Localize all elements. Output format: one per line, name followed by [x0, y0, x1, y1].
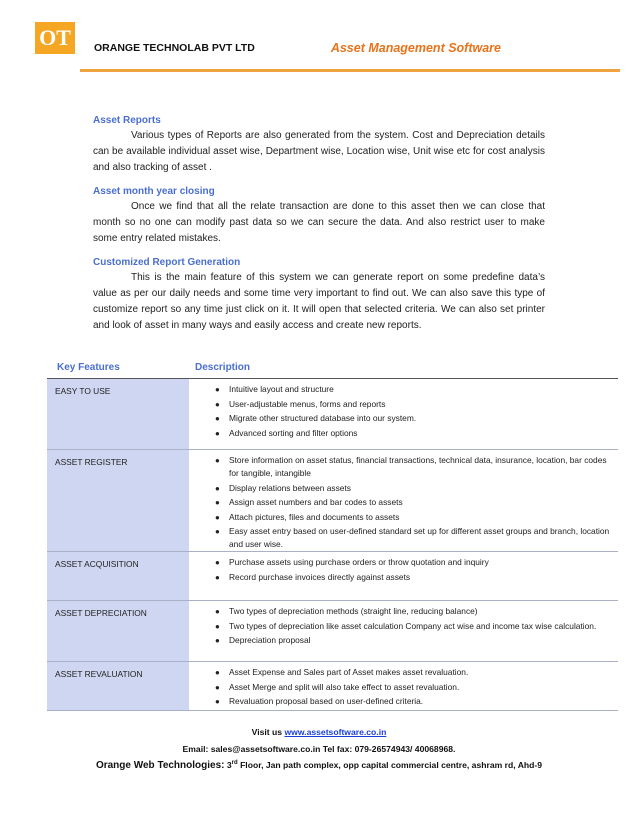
feature-key: EASY TO USE: [47, 379, 189, 449]
footer-address: [0, 760, 638, 771]
feature-key: ASSET REGISTER: [47, 450, 189, 551]
bullet-icon: ●: [215, 512, 220, 522]
section-title: Customized Report Generation: [93, 257, 241, 268]
address-text: Floor, Jan path complex, opp capital commercial centre, ashram rd, Ahd-9: [240, 760, 543, 770]
list-item: ● Easy asset entry based on user-defined standard set up for different asset groups and branch, location and user wise.: [215, 526, 610, 549]
bullet-icon: ●: [215, 558, 220, 567]
section-customized-report: [93, 257, 545, 334]
bullet-icon: ●: [215, 636, 220, 645]
feature-key: ASSET REVALUATION: [47, 662, 189, 710]
table-row: [47, 552, 618, 601]
column-header-description: Description: [195, 362, 251, 373]
list-item: ● User-adjustable menus, forms and reports: [215, 398, 386, 409]
table-row: [47, 379, 618, 450]
bullet-icon: ●: [215, 414, 220, 423]
feature-description: [189, 662, 618, 710]
table-row: [47, 601, 618, 662]
feature-description: [189, 601, 618, 661]
feature-description: [189, 379, 618, 449]
logo-letters: OT: [39, 25, 71, 50]
list-item: ● Two types of depreciation like asset calculation Company act wise and income tax wise calculation.: [215, 620, 597, 631]
bullet-icon: ●: [215, 483, 220, 493]
list-item: ● Intuitive layout and structure: [215, 384, 334, 394]
bullet-icon: ●: [215, 399, 220, 409]
bullet-icon: ●: [215, 456, 220, 465]
footer-visit: [0, 727, 638, 737]
section-title: Asset month year closing: [93, 186, 215, 197]
bullet-icon: ●: [215, 682, 220, 692]
bullet-icon: ●: [215, 428, 220, 438]
organization-name: Orange Web Technologies:: [95, 760, 225, 771]
feature-key: ASSET ACQUISITION: [47, 552, 189, 600]
features-table: [47, 362, 618, 711]
list-item: ● Attach pictures, files and documents to assets: [215, 511, 400, 522]
list-item: ● Depreciation proposal: [215, 635, 311, 645]
list-item: ● Advanced sorting and filter options: [215, 427, 358, 438]
list-item: ● Migrate other structured database into our system.: [215, 413, 417, 423]
address-number: 3: [226, 760, 232, 770]
list-item: ● Record purchase invoices directly against assets: [215, 571, 411, 582]
features-table-header: [47, 362, 618, 379]
bullet-icon: ●: [215, 607, 220, 616]
bullet-icon: ●: [215, 385, 220, 394]
page-header: [0, 0, 638, 74]
table-row: [47, 450, 618, 552]
section-body: Once we find that all the relate transaction are done to this asset then we can close that month so no one can modify past data so we can secure the data. And also restrict user to make some entry related mistakes.: [93, 201, 545, 244]
website-link[interactable]: www.assetsoftware.co.in: [284, 727, 387, 737]
bullet-icon: ●: [215, 527, 220, 536]
footer-contact: Email: sales@assetsoftware.co.in Tel fax: 079-26574943/ 40068968.: [182, 744, 456, 754]
list-item: ● Assign asset numbers and bar codes to assets: [215, 497, 403, 507]
feature-description: [189, 552, 618, 600]
list-item: ● Display relations between assets: [215, 482, 351, 493]
list-item: ● Two types of depreciation methods (straight line, reducing balance): [215, 606, 478, 616]
bullet-icon: ●: [215, 668, 220, 677]
bullet-icon: ●: [215, 572, 220, 582]
column-header-key-features: Key Features: [57, 362, 120, 373]
list-item: ● Revaluation proposal based on user-defined criteria.: [215, 696, 424, 706]
company-logo: [35, 22, 75, 54]
product-title: Asset Management Software: [330, 41, 501, 55]
visit-prefix: Visit us: [251, 727, 283, 737]
list-item: ● Store information on asset status, financial transactions, technical data, insurance, location, bar codes for tangible, intangible: [215, 455, 607, 478]
feature-key: ASSET DEPRECIATION: [47, 601, 189, 661]
bullet-icon: ●: [215, 498, 220, 507]
header-divider: [80, 69, 620, 72]
bullet-icon: ●: [215, 697, 220, 706]
section-title: Asset Reports: [93, 115, 161, 126]
feature-description: [189, 450, 618, 551]
content-sections: [93, 115, 545, 344]
list-item: ● Asset Merge and split will also take effect to asset revaluation.: [215, 681, 460, 692]
section-asset-reports: [93, 115, 545, 176]
table-row: [47, 662, 618, 711]
address-ordinal: rd: [231, 760, 238, 767]
list-item: ● Purchase assets using purchase orders or throw quotation and inquiry: [215, 557, 489, 567]
page-footer: [0, 727, 638, 771]
company-name: ORANGE TECHNOLAB PVT LTD: [94, 42, 255, 54]
section-body: This is the main feature of this system we can generate report on some predefine data’s value as per our daily needs and some time very important to find out. We can also save this type of customize report so any time just click on it. It will open that selected criteria. We can also set printer and look of asset in many ways and easily access and create new reports.: [93, 272, 545, 331]
section-body: Various types of Reports are also generated from the system. Cost and Depreciation details can be available individual asset wise, Department wise, Location wise, Unit wise etc for cost analysis and also tracking of asset .: [93, 130, 545, 173]
section-month-year-closing: [93, 186, 545, 247]
bullet-icon: ●: [215, 621, 220, 631]
list-item: ● Asset Expense and Sales part of Asset makes asset revaluation.: [215, 667, 469, 677]
